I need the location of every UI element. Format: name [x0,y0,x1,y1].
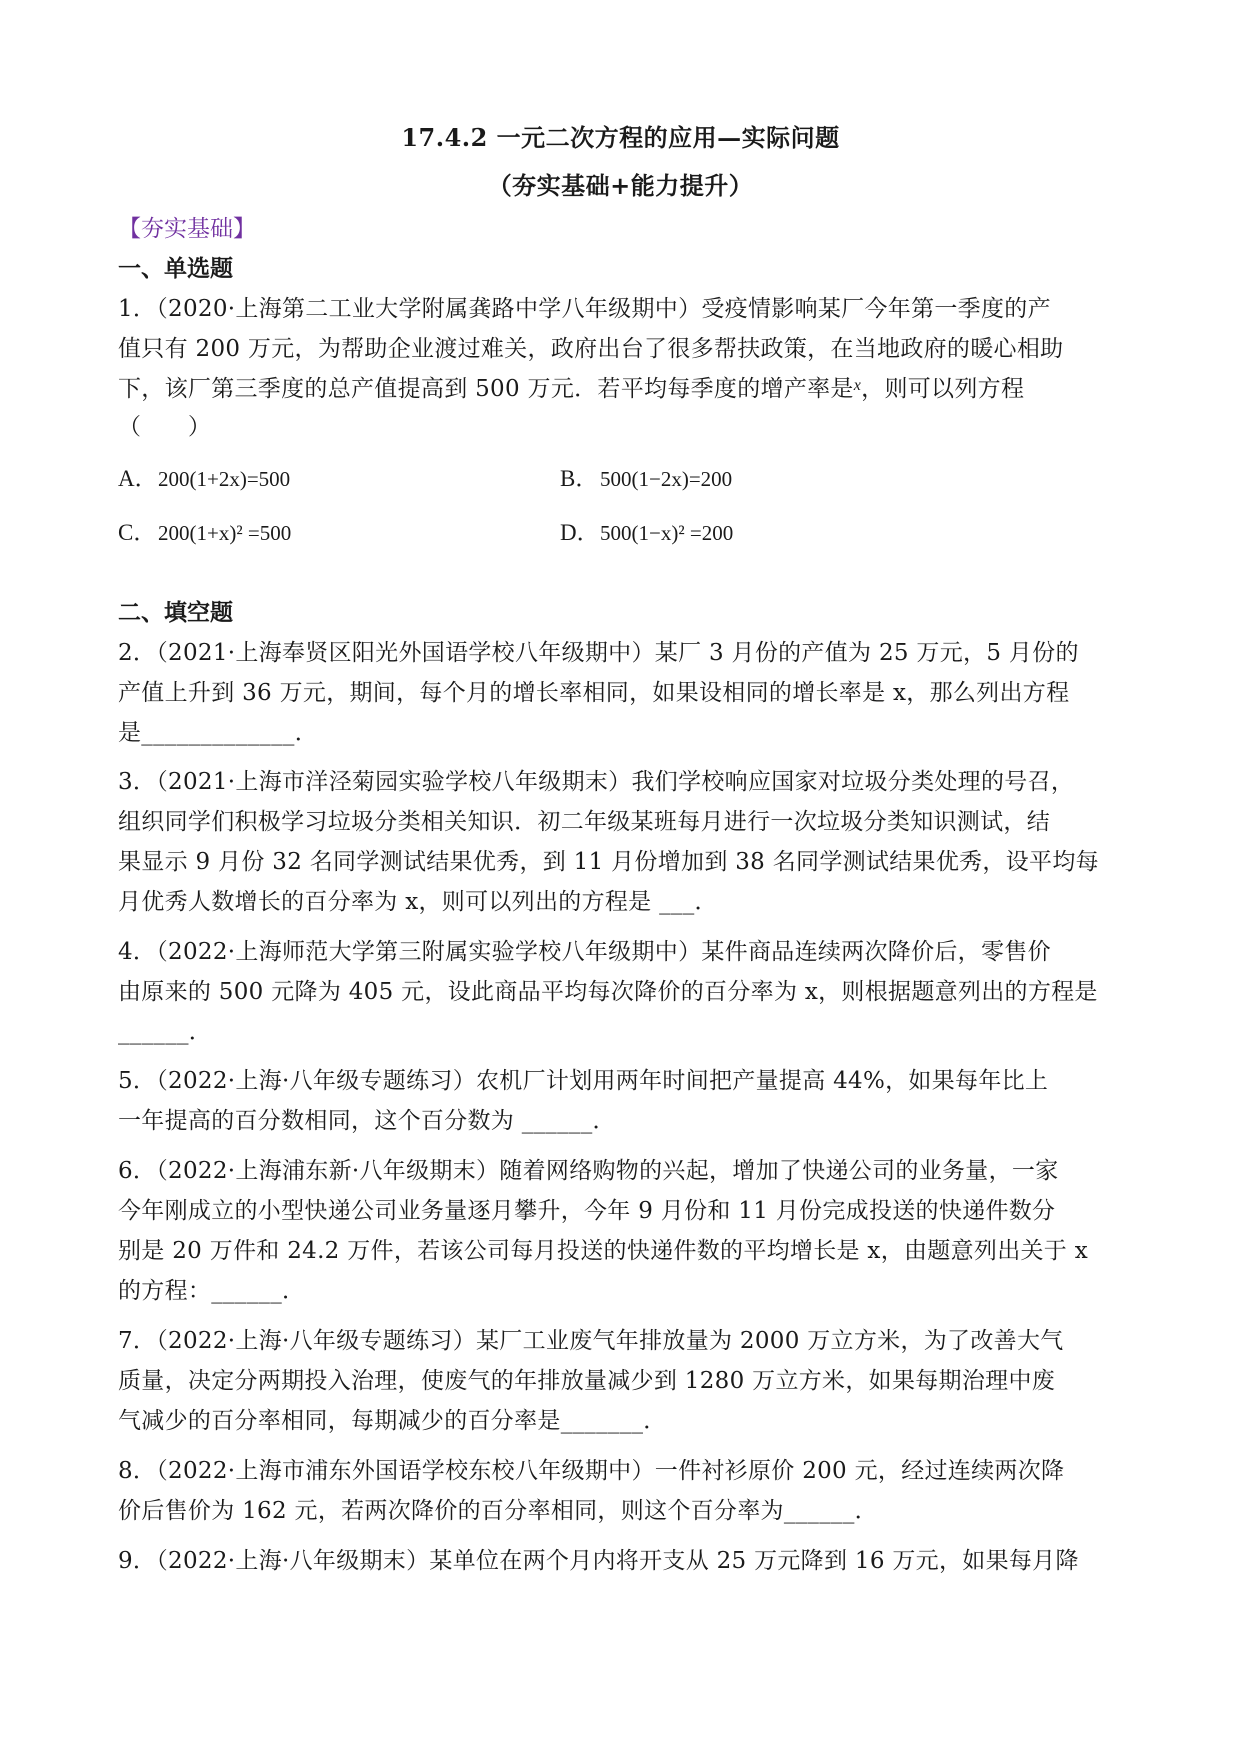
q4-line-3: ______． [118,1019,213,1045]
option-b[interactable] [560,460,732,493]
q3-line-3: 果显示 9 月份 32 名同学测试结果优秀，到 11 月份增加到 38 名同学测试结果优秀，设平均每 [118,849,1099,875]
option-b-expression: 500(1−2x)=200 [600,467,733,491]
option-c-label: C． [118,520,157,545]
section-heading-fill-blank: 二、填空题 [118,599,233,626]
section-tag: 【夯实基础】 [118,216,256,242]
q3-line-2: 组织同学们积极学习垃圾分类相关知识．初二年级某班每月进行一次垃圾分类知识测试，结 [118,809,1050,835]
option-b-label: B． [560,466,599,491]
q3-line-1: 3．（2021·上海市洋泾菊园实验学校八年级期末）我们学校响应国家对垃圾分类处理的号召， [118,769,1075,795]
section-heading-single-choice: 一、单选题 [118,255,233,282]
q8-line-1: 8．（2022·上海市浦东外国语学校东校八年级期中）一件衬衫原价 200 元，经过连续两次降 [118,1458,1065,1484]
q2-line-2: 产值上升到 36 万元，期间，每个月的增长率相同，如果设相同的增长率是 x，那么列出方程 [118,680,1070,706]
q6-line-1: 6．（2022·上海浦东新·八年级期末）随着网络购物的兴起，增加了快递公司的业务量，一家 [118,1158,1059,1184]
q5-line-1: 5．（2022·上海·八年级专题练习）农机厂计划用两年时间把产量提高 44%，如果每年比上 [118,1068,1049,1094]
q7-line-2: 质量，决定分两期投入治理，使废气的年排放量减少到 1280 万立方米，如果每期治理中废 [118,1368,1056,1394]
q7-line-3: 气减少的百分率相同，每期减少的百分率是_______． [118,1408,667,1434]
q2-line-3: 是_____________． [118,720,318,746]
variable-x: x [853,377,862,394]
option-d-label: D． [560,520,600,545]
option-a[interactable] [118,460,290,493]
option-a-expression: 200(1+2x)=500 [158,467,291,491]
q2-line-1: 2．（2021·上海奉贤区阳光外国语学校八年级期中）某厂 3 月份的产值为 25 万元，5 月份的 [118,640,1079,666]
option-a-label: A． [118,466,158,491]
q7-line-1: 7．（2022·上海·八年级专题练习）某厂工业废气年排放量为 2000 万立方米，为了改善大气 [118,1328,1064,1354]
option-c-expression: 200(1+x)² =500 [158,521,292,545]
q8-line-2: 价后售价为 162 元，若两次降价的百分率相同，则这个百分率为______． [118,1498,878,1524]
document-subtitle: （夯实基础+能力提升） [487,171,754,200]
document-title: 17.4.2 一元二次方程的应用—实际问题 [401,123,840,152]
option-d[interactable] [560,514,733,547]
option-d-expression: 500(1−x)² =200 [600,521,734,545]
q4-line-1: 4．（2022·上海师范大学第三附属实验学校八年级期中）某件商品连续两次降价后，零售价 [118,939,1051,965]
q1-line-3: 下，该厂第三季度的总产值提高到 500 万元．若平均每季度的增产率是$^x$，则可以列方程 [118,376,1025,402]
q5-line-2: 一年提高的百分数相同，这个百分数为 ______． [118,1108,616,1134]
option-c[interactable] [118,514,291,547]
q3-line-4: 月优秀人数增长的百分率为 x，则可以列出的方程是 ___． [118,889,718,915]
q9-line-1: 9．（2022·上海·八年级期末）某单位在两个月内将开支从 25 万元降到 16 万元，如果每月降 [118,1548,1079,1574]
q6-line-2: 今年刚成立的小型快递公司业务量逐月攀升，今年 9 月份和 11 月份完成投送的快递件数分 [118,1198,1056,1224]
q1-line-1: 1．（2020·上海第二工业大学附属龚路中学八年级期中）受疫情影响某厂今年第一季度的产 [118,296,1051,322]
q6-line-4: 的方程：______． [118,1278,306,1304]
q1-line-2: 值只有 200 万元，为帮助企业渡过难关，政府出台了很多帮扶政策，在当地政府的暖心相助 [118,336,1064,362]
q1-line-4: （ ） [118,414,212,440]
q6-line-3: 别是 20 万件和 24.2 万件，若该公司每月投送的快递件数的平均增长是 x，由题意列出关于 x [118,1238,1088,1264]
q4-line-2: 由原来的 500 元降为 405 元，设此商品平均每次降价的百分率为 x，则根据题意列出的方程是 [118,979,1098,1005]
